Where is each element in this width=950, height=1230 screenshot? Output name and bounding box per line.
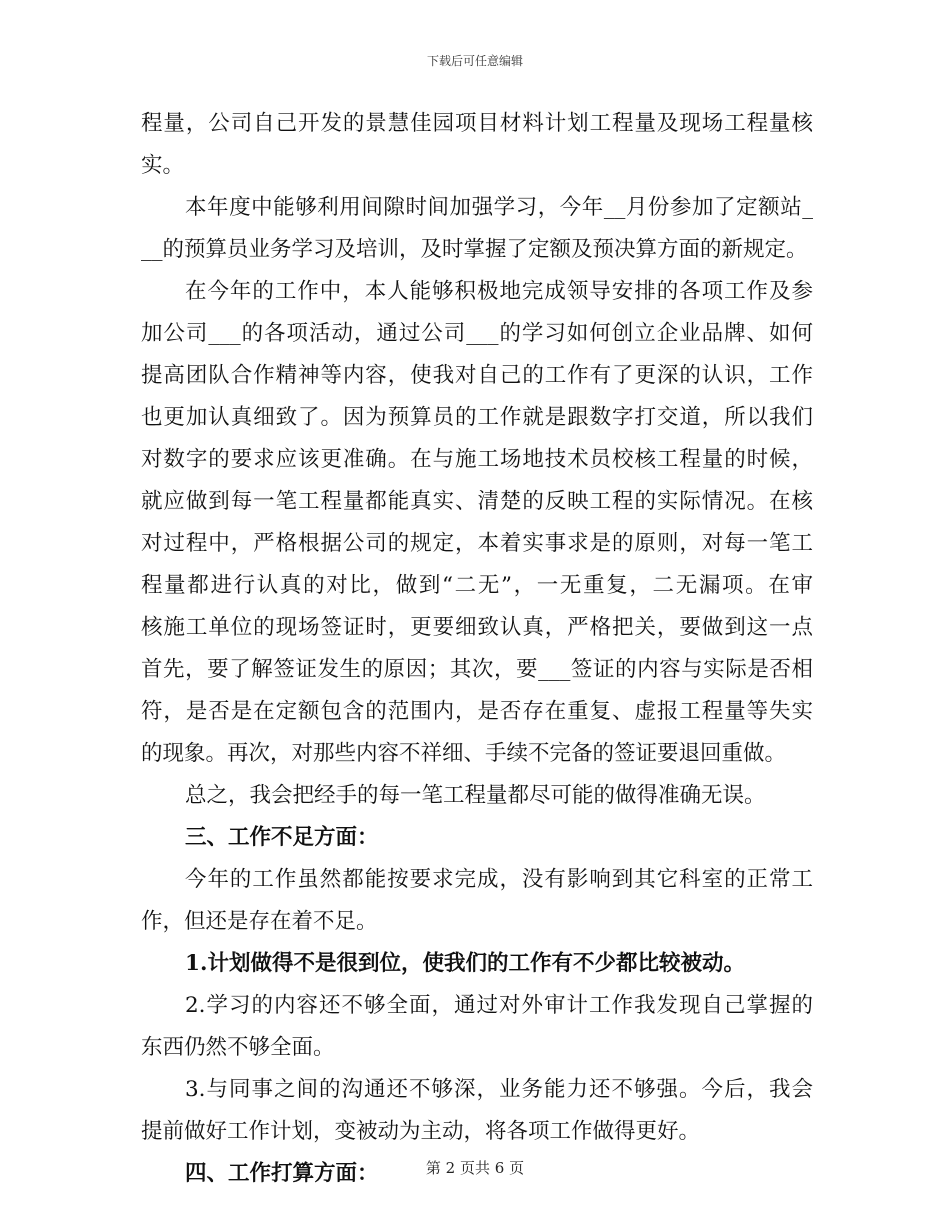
text-line: 1.计划做得不是很到位，使我们的工作有不少都比较被动。 (185, 951, 745, 976)
text-line: 作，但还是存在着不足。 (141, 909, 378, 934)
paragraph (141, 859, 813, 943)
text-line: 就应做到每一笔工程量都能真实、清楚的反映工程的实际情况。在核 (141, 489, 813, 514)
text-line: 提前做好工作计划，变被动为主动，将各项工作做得更好。 (141, 1119, 701, 1144)
text-line: 在今年的工作中，本人能够积极地完成领导安排的各项工作及参 (185, 279, 813, 304)
list-item (141, 1069, 813, 1153)
text-line: 总之，我会把经手的每一笔工程量都尽可能的做得准确无误。 (185, 783, 766, 808)
page-header: 下载后可任意编辑 (426, 54, 523, 68)
text-line: 三、工作不足方面： (185, 825, 379, 850)
text-line: 程量都进行认真的对比，做到“二无”，一无重复，二无漏项。在审 (141, 573, 813, 598)
text-line: 也更加认真细致了。因为预算员的工作就是跟数字打交道，所以我们 (141, 405, 813, 430)
text-line: 2.学习的内容还不够全面，通过对外审计工作我发现自己掌握的 (185, 993, 813, 1018)
paragraph (141, 775, 813, 817)
text-line: 首先，要了解签证发生的原因；其次，要___签证的内容与实际是否相 (141, 657, 813, 682)
text-line: 今年的工作虽然都能按要求完成，没有影响到其它科室的正常工 (185, 867, 813, 892)
text-line: 四、工作打算方面： (185, 1161, 379, 1186)
text-line: 本年度中能够利用间隙时间加强学习，今年__月份参加了定额站_ (185, 195, 813, 220)
paragraph (141, 271, 813, 775)
list-item (141, 985, 813, 1069)
text-line: 东西仍然不够全面。 (141, 1035, 335, 1060)
text-line: 对数字的要求应该更准确。在与施工场地技术员校核工程量的时候， (141, 447, 813, 472)
text-line: 对过程中，严格根据公司的规定，本着实事求是的原则，对每一笔工 (141, 531, 813, 556)
list-item (141, 943, 813, 985)
text-line: __的预算员业务学习及培训，及时掌握了定额及预决算方面的新规定。 (141, 237, 808, 262)
page-footer: 第 2 页共 6 页 (425, 1159, 525, 1177)
paragraph (141, 103, 813, 187)
text-line: 3.与同事之间的沟通还不够深，业务能力还不够强。今后，我会 (185, 1077, 813, 1102)
text-line: 的现象。再次，对那些内容不祥细、手续不完备的签证要退回重做。 (141, 741, 787, 766)
paragraph (141, 187, 813, 271)
text-line: 实。 (141, 153, 185, 178)
text-line: 核施工单位的现场签证时，更要细致认真，严格把关，要做到这一点 (141, 615, 813, 640)
document-body (141, 103, 813, 1195)
text-line: 程量，公司自己开发的景慧佳园项目材料计划工程量及现场工程量核 (141, 111, 813, 136)
text-line: 加公司___的各项活动，通过公司___的学习如何创立企业品牌、如何 (141, 321, 813, 346)
text-line: 符，是否是在定额包含的范围内，是否存在重复、虚报工程量等失实 (141, 699, 813, 724)
text-line: 提高团队合作精神等内容，使我对自己的工作有了更深的认识，工作 (141, 363, 813, 388)
section-heading (141, 817, 813, 859)
